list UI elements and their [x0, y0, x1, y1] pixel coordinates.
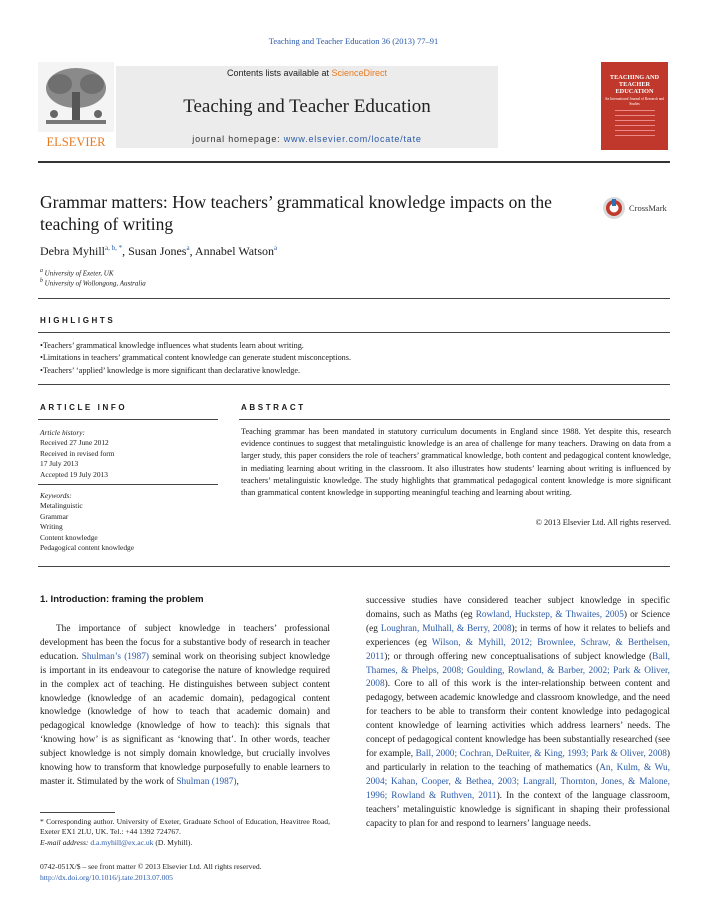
homepage-prefix: journal homepage: [192, 134, 284, 144]
author-sup[interactable]: a [186, 244, 190, 252]
abstract-text: Teaching grammar has been mandated in statutory curriculum documents in England since 1988. Yet despite this, research evidence continues to suggest that metalinguistic knowledge is an area of challenge for many teachers. Drawing on data from a larger study, this paper considers the role of teachers’ grammatical knowledge, both content and pedagogical content knowledge, in mediating learning about writing in the classroom. It also illustrates how students’ learning about writing is influenced by teachers’ metalinguistic knowledge. The study highlights that grammatical pedagogical content knowledge is more significant than grammatical content knowledge in supporting meaningful teaching and learning about writing. [241, 427, 671, 498]
body-text: The importance of subject knowledge in teachers’ professional development has been the focus for a substantive body of research in teacher education. [40, 624, 330, 662]
body-text: seminal work on theorising subject knowledge is important in its endeavour to categorise the nature of knowledge required in the complex act of teaching. He distinguishes between subject content knowledge (knowledge of an academic domain), pedagogical content knowledge (knowledge of how to teach that academic domain) and pedagogical knowledge (knowledge of how to teach): this signals that ‘knowing how’ is as significant as ‘knowing that’. In other words, teacher subject knowledge is not simply domain knowledge, but crucially involves knowing how to transform that knowledge purposefully to enable learners to master it. Stimulated by the work of [40, 651, 330, 787]
contents-prefix: Contents lists available at [226, 68, 332, 78]
divider [239, 419, 670, 420]
history-line: Received in revised form [40, 448, 115, 458]
highlight-item: • Teachers’ grammatical knowledge influences what students learn about writing. [40, 340, 660, 352]
author-name[interactable]: Annabel Watson [194, 244, 275, 258]
body-column-right [366, 595, 670, 831]
body-text: ); or through offering new conceptualisations of subject knowledge ( [384, 651, 653, 662]
citation-link[interactable]: Wilson, & Myhill, 2012; Brownlee, Schraw, & Berthelsen, 2011 [366, 637, 670, 662]
body-text: ). In the context of the language classroom, teachers’ metalinguistic knowledge is significant in shaping their professional capacity to plan for and respond to learners’ language needs. [366, 790, 670, 829]
author-sup[interactable]: a, b, * [105, 244, 123, 252]
author-separator: , [122, 244, 129, 258]
journal-reference[interactable]: Teaching and Teacher Education 36 (2013) 77–91 [268, 36, 439, 46]
divider [38, 298, 670, 299]
body-text: successive studies have considered teacher subject knowledge in specific domains, such as Maths (eg [366, 596, 670, 620]
issn-line: 0742-051X/$ – see front matter © 2013 Elsevier Ltd. All rights reserved. [40, 862, 262, 871]
author-sup[interactable]: a [274, 244, 278, 252]
author-list [40, 244, 277, 259]
history-line: Accepted 19 July 2013 [40, 469, 108, 479]
journal-header [38, 58, 578, 154]
elsevier-tree-logo [38, 62, 114, 150]
keyword: Metalinguistic [40, 501, 83, 511]
author-name[interactable]: Susan Jones [128, 244, 187, 258]
cover-title: TEACHING AND TEACHER EDUCATION [609, 74, 660, 95]
body-text: ); in terms of how it relates to beliefs and experiences (eg [366, 623, 670, 648]
keyword: Grammar [40, 511, 69, 521]
footnote-divider [40, 812, 115, 813]
affiliation-sup: b [40, 278, 43, 284]
keywords [40, 491, 220, 553]
divider [38, 566, 670, 567]
citation-link[interactable]: Ball, 2000; Cochran, DeRuiter, & King, 1993; Park & Oliver, 2008 [415, 748, 667, 759]
keyword: Pedagogical content knowledge [40, 543, 134, 553]
highlights-list [40, 340, 660, 377]
history-label: Article history: [40, 428, 85, 437]
affiliation-sup: a [40, 268, 43, 274]
journal-title: Teaching and Teacher Education [183, 96, 431, 117]
header-divider [38, 161, 670, 163]
affiliation [40, 268, 114, 277]
body-text: ) or Science (eg [366, 609, 670, 634]
email-line [40, 838, 192, 848]
body-text: ). Core to all of this work is the inter-relationship between content and pedagogy, between academic knowledge and classroom knowledge, and the need for teachers to be able to transform their content knowledge into pedagogical content knowledge of learning activities which address learners’ needs. The concept of pedagogical content knowledge has been substantially researched (see for example, [366, 679, 670, 759]
body-text: , [236, 776, 239, 787]
article-history [40, 428, 220, 480]
journal-homepage [116, 134, 498, 144]
cover-subtitle: An International Journal of Research and Studies [604, 97, 665, 106]
journal-cover[interactable] [601, 62, 668, 150]
highlights-heading: HIGHLIGHTS [40, 316, 116, 325]
author-name[interactable]: Debra Myhill [40, 244, 105, 258]
citation-link[interactable]: Shulman’s (1987) [81, 651, 149, 662]
author-separator: , [189, 244, 195, 258]
section-heading: 1. Introduction: framing the problem [40, 594, 204, 605]
article-title: Grammar matters: How teachers’ grammatical knowledge impacts on the teaching of writing [40, 192, 552, 234]
email-label: E-mail address: [40, 838, 91, 847]
citation-link[interactable]: Loughran, Mulhall, & Berry, 2008 [380, 623, 512, 634]
email-link[interactable]: d.a.myhill@ex.ac.uk [90, 838, 154, 847]
divider [38, 419, 218, 420]
citation-link[interactable]: Rowland, Huckstep, & Thwaites, 2005 [475, 609, 624, 620]
abstract-heading: ABSTRACT [241, 403, 306, 412]
doi-link[interactable]: http://dx.doi.org/10.1016/j.tate.2013.07.005 [40, 873, 173, 882]
history-line: Received 27 June 2012 [40, 438, 109, 448]
keywords-label: Keywords: [40, 491, 72, 500]
divider [38, 384, 670, 385]
homepage-url[interactable]: www.elsevier.com/locate/tate [283, 134, 422, 144]
crossmark-label: CrossMark [629, 203, 667, 213]
history-line: 17 July 2013 [40, 459, 79, 469]
corresponding-author: * Corresponding author. University of Exeter, Graduate School of Education, Heavitree Road, Exeter EX1 2LU, UK. Tel.: +44 1392 724767. [40, 817, 330, 837]
email-suffix: (D. Myhill). [153, 838, 193, 847]
contents-line [116, 68, 498, 78]
abstract-copyright: © 2013 Elsevier Ltd. All rights reserved. [535, 518, 671, 527]
elsevier-wordmark: ELSEVIER [46, 135, 106, 149]
citation-link[interactable]: An, Kulm, & Wu, 2004; Kahan, Cooper, & Bethea, 2003; Langrall, Thornton, Jones, & Malone, 1996; Rowland & Ruthven, 2011 [366, 762, 670, 801]
keyword: Writing [40, 522, 63, 532]
cover-decoration [615, 106, 655, 140]
article-info-heading: ARTICLE INFO [40, 403, 128, 412]
citation-link[interactable]: Shulman (1987) [176, 776, 237, 787]
crossmark-badge[interactable] [602, 196, 682, 222]
sciencedirect-link[interactable]: ScienceDirect [331, 68, 388, 78]
body-column-left [40, 623, 330, 790]
highlight-item: • Teachers’ ‘applied’ knowledge is more significant than declarative knowledge. [40, 365, 660, 377]
affiliation-text: University of Exeter, UK [44, 269, 114, 278]
highlight-item: • Limitations in teachers’ grammatical content knowledge can generate student misconceptions. [40, 352, 660, 364]
affiliation [40, 278, 146, 287]
affiliation-text: University of Wollongong, Australia [44, 279, 146, 288]
keyword: Content knowledge [40, 532, 98, 542]
divider [38, 332, 670, 333]
citation-link[interactable]: Ball, Thames, & Phelps, 2008; Goulding, Rowland, & Barber, 2002; Park & Oliver, 2008 [366, 651, 670, 690]
body-text: ) and particularly in relation to the teaching of mathematics ( [366, 748, 670, 773]
crossmark-icon [602, 196, 626, 220]
divider [38, 484, 218, 485]
